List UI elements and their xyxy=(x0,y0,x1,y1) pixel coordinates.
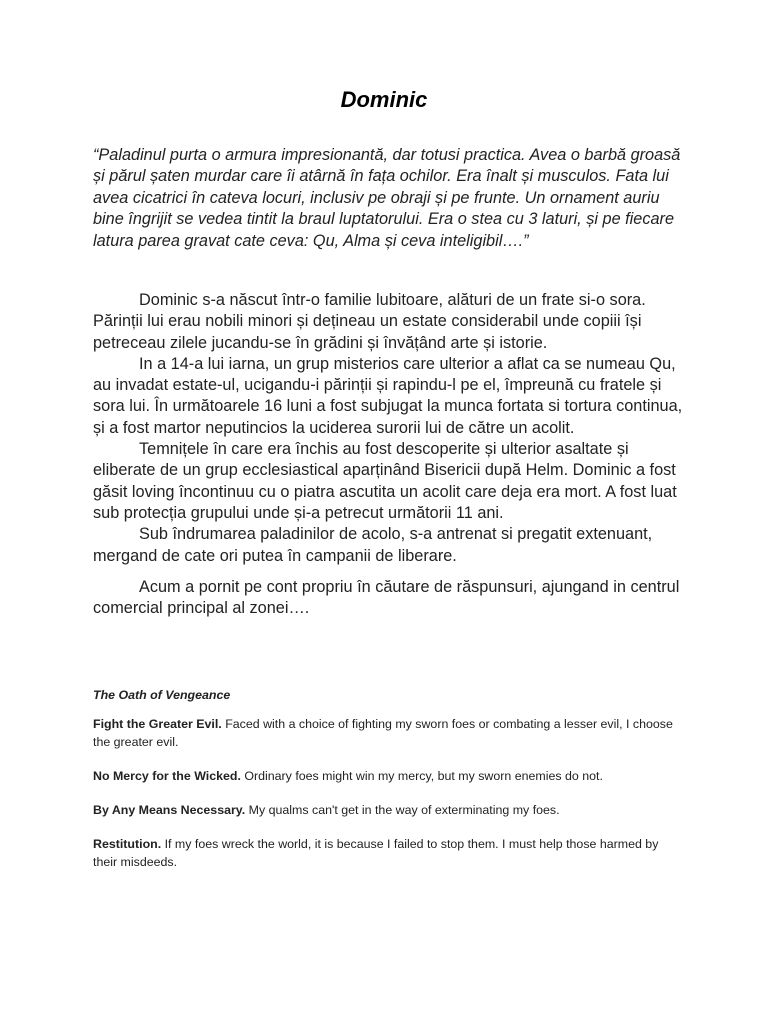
tenet-name: By Any Means Necessary. xyxy=(93,803,246,817)
story-paragraph: Acum a pornit pe cont propriu în căutare de răspunsuri, ajungand in centrul comercial principal al zonei…. xyxy=(93,577,680,618)
story-paragraph: Temnițele în care era închis au fost descoperite și ulterior asaltate și eliberate de un grup ecclesiastical aparținând Bisericii după Helm. Dominic a fost găsit loving încontinuu cu o piatra ascutita un acolit care deja era mort. A fost luat sub protecția grupului unde și-a petrecut următorii 11 ani. xyxy=(93,440,677,522)
tenet-text: My qualms can't get in the way of exterminating my foes. xyxy=(245,803,560,817)
oath-tenet xyxy=(93,801,683,819)
story-paragraph: Dominic s-a născut într-o familie lubitoare, alături de un frate si-o sora. Părinții lui erau nobili minori și dețineau un estate considerabil unde copiii își petreceau zilele jucandu-se în grădini și învățând arte și istorie. xyxy=(93,291,646,352)
tenet-name: Fight the Greater Evil. xyxy=(93,717,222,731)
oath-title: The Oath of Vengeance xyxy=(93,688,231,702)
story-paragraph: In a 14-a lui iarna, un grup misterios care ulterior a aflat ca se numeau Qu, au invadat estate-ul, ucigandu-i părinții și rapindu-l pe el, împreună cu fratele și sora lui. În următoarele 16 luni a fost subjugat la munca fortata si tortura continua, și a fost martor neputincios la uciderea surorii lui de către un acolit. xyxy=(93,354,683,437)
tenet-text: If my foes wreck the world, it is because I failed to stop them. I must help those harmed by their misdeeds. xyxy=(93,837,659,869)
oath-section xyxy=(93,686,683,887)
oath-tenet xyxy=(93,835,683,871)
backstory-section xyxy=(93,290,683,619)
oath-tenet xyxy=(93,767,683,785)
tenet-text: Ordinary foes might win my mercy, but my sworn enemies do not. xyxy=(240,769,603,783)
tenet-name: No Mercy for the Wicked. xyxy=(93,769,241,783)
tenet-text: Faced with a choice of fighting my sworn foes or combating a lesser evil, I choose the greater evil. xyxy=(93,717,673,749)
oath-tenet xyxy=(93,715,683,751)
tenet-name: Restitution. xyxy=(93,837,162,851)
story-paragraph: Sub îndrumarea paladinilor de acolo, s-a antrenat si pregatit extenuant, mergand de cate ori putea în campanii de liberare. xyxy=(93,525,653,565)
intro-quote: “Paladinul purta o armura impresionantă, dar totusi practica. Avea o barbă groasă și părul șaten murdar care îi atârnă în fața ochilor. Era înalt și musculos. Fata lui avea cicatrici în cateva locuri, inclusiv pe obraji și pe frunte. Un ornament auriu bine îngrijit se vedea tintit la braul luptatorului. Era o stea cu 3 laturi, și pe fiecare latura parea gravat cate ceva: Qu, Alma și ceva inteligibil….” xyxy=(93,146,681,250)
page-title: Dominic xyxy=(340,87,428,112)
